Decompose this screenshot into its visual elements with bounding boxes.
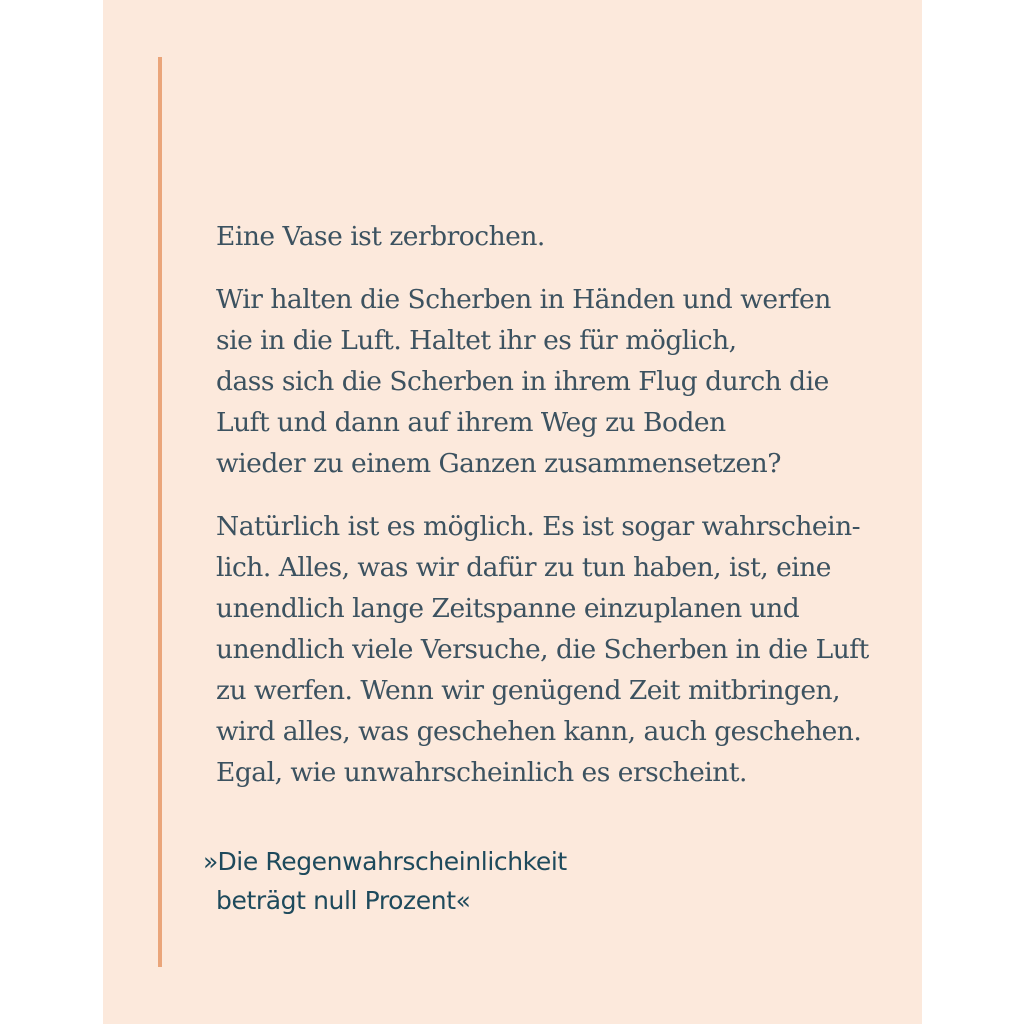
body-text [216,216,876,815]
quote-line: »Die Regenwahrscheinlichkeit [203,847,567,876]
paragraph-1 [216,216,876,257]
text-line: Wir halten die Scherben in Händen und werfen [216,284,831,315]
text-line: lich. Alles, was wir dafür zu tun haben, ist, eine [216,552,831,583]
text-line: Natürlich ist es möglich. Es ist sogar wahrschein- [216,511,861,542]
text-line: unendlich lange Zeitspanne einzuplanen und [216,593,800,624]
quote-line: beträgt null Prozent« [216,886,471,915]
paragraph-3 [216,506,876,793]
text-line: Eine Vase ist zerbrochen. [216,221,545,252]
text-line: Luft und dann auf ihrem Weg zu Boden [216,407,726,438]
text-line: wieder zu einem Ganzen zusammensetzen? [216,448,781,479]
paragraph-2 [216,279,876,484]
accent-line [158,57,162,967]
text-line: sie in die Luft. Haltet ihr es für möglich, [216,325,737,356]
text-line: dass sich die Scherben in ihrem Flug durch die [216,366,829,397]
chapter-quote [203,842,703,920]
text-line: wird alles, was geschehen kann, auch geschehen. [216,716,862,747]
book-page [103,0,922,1024]
text-line: Egal, wie unwahrscheinlich es erscheint. [216,757,747,788]
text-line: unendlich viele Versuche, die Scherben in die Luft [216,634,869,665]
text-line: zu werfen. Wenn wir genügend Zeit mitbringen, [216,675,841,706]
